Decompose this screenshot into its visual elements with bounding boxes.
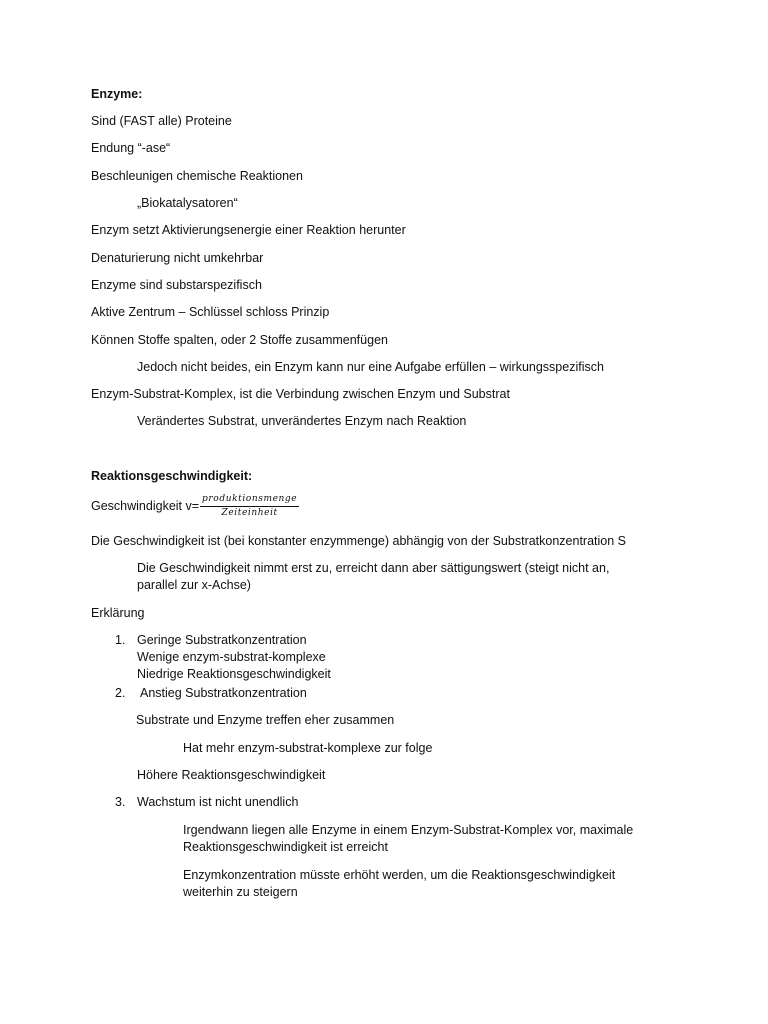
formula-numerator: produktionsmenge <box>200 494 299 507</box>
list-item-line: Substrate und Enzyme treffen eher zusammen <box>136 713 395 727</box>
list-item-line-indented: Enzymkonzentration müsste erhöht werden, um die Reaktionsgeschwindigkeit <box>183 868 616 882</box>
list-item-line-indented: weiterhin zu steigern <box>183 885 298 899</box>
list-item-line: Niedrige Reaktionsgeschwindigkeit <box>137 667 331 681</box>
section-title-reaktionsgeschwindigkeit: Reaktionsgeschwindigkeit: <box>91 469 253 483</box>
list-marker: 3. <box>115 795 126 809</box>
text-line: Beschleunigen chemische Reaktionen <box>91 169 303 183</box>
text-line: Erklärung <box>91 606 145 620</box>
text-line: Enzyme sind substarspezifisch <box>91 278 262 292</box>
list-item-line-indented: Hat mehr enzym-substrat-komplexe zur folge <box>183 741 433 755</box>
formula-denominator: Zeiteinheit <box>221 508 278 518</box>
list-item <box>115 794 298 811</box>
list-item <box>115 632 307 649</box>
list-marker: 2. <box>115 686 126 700</box>
list-item <box>115 685 307 702</box>
list-item-title: Geringe Substratkonzentration <box>137 633 307 647</box>
text-line: Enzym-Substrat-Komplex, ist die Verbindung zwischen Enzym und Substrat <box>91 387 510 401</box>
text-line-indented: Verändertes Substrat, unverändertes Enzym nach Reaktion <box>137 414 467 428</box>
text-line: Die Geschwindigkeit ist (bei konstanter enzymmenge) abhängig von der Substratkonzentration S <box>91 534 627 548</box>
text-line: Denaturierung nicht umkehrbar <box>91 251 264 265</box>
section-title-enzyme: Enzyme: <box>91 87 143 101</box>
list-marker: 1. <box>115 633 126 647</box>
text-line: Enzym setzt Aktivierungsenergie einer Reaktion herunter <box>91 223 406 237</box>
list-item-line-indented: Irgendwann liegen alle Enzyme in einem Enzym-Substrat-Komplex vor, maximale <box>183 823 634 837</box>
text-line-indented: Die Geschwindigkeit nimmt erst zu, erreicht dann aber sättigungswert (steigt nicht an, <box>137 561 610 575</box>
list-item-title: Wachstum ist nicht unendlich <box>137 795 299 809</box>
formula-prefix: Geschwindigkeit v= <box>91 498 200 513</box>
text-line: Sind (FAST alle) Proteine <box>91 114 232 128</box>
list-item-line: Höhere Reaktionsgeschwindigkeit <box>137 768 326 782</box>
text-line: Endung “-ase“ <box>91 141 171 155</box>
text-line-indented: Jedoch nicht beides, ein Enzym kann nur eine Aufgabe erfüllen – wirkungsspezifisch <box>137 360 604 374</box>
list-item-title: Anstieg Substratkonzentration <box>140 686 307 700</box>
text-line-indented: parallel zur x-Achse) <box>137 578 251 592</box>
list-item-line: Wenige enzym-substrat-komplexe <box>137 650 326 664</box>
formula-line <box>91 494 299 519</box>
list-item-line-indented: Reaktionsgeschwindigkeit ist erreicht <box>183 840 388 854</box>
formula-fraction <box>200 494 299 519</box>
text-line: Aktive Zentrum – Schlüssel schloss Prinzip <box>91 305 330 319</box>
text-line-indented: „Biokatalysatoren“ <box>137 196 238 210</box>
text-line: Können Stoffe spalten, oder 2 Stoffe zusammenfügen <box>91 333 388 347</box>
